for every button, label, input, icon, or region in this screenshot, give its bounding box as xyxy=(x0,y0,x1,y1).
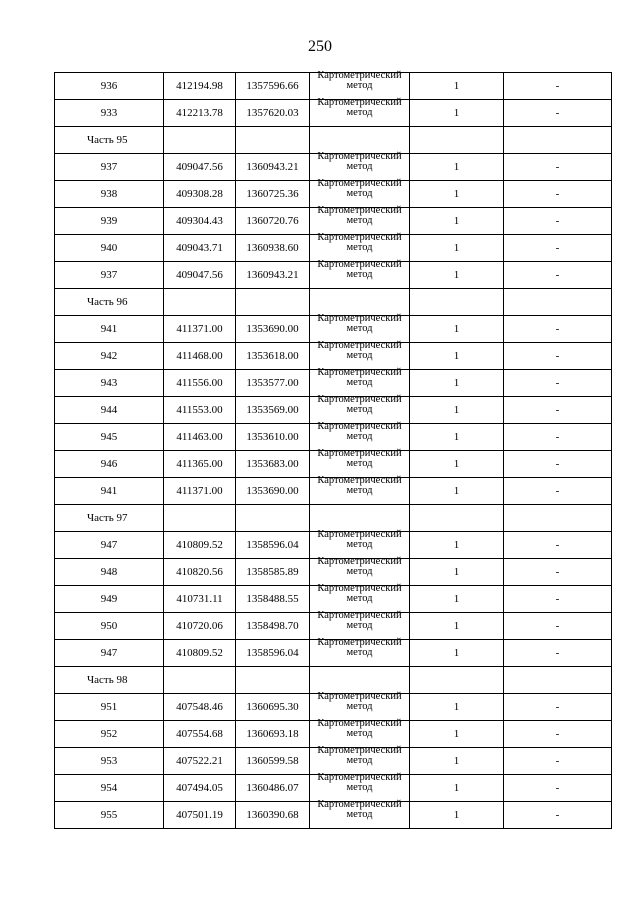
accuracy-cell: 1 xyxy=(410,613,504,640)
method-text xyxy=(310,314,409,335)
method-text xyxy=(310,341,409,362)
point-number-cell: 941 xyxy=(55,316,164,343)
table-row xyxy=(55,262,612,289)
empty-cell xyxy=(504,127,612,154)
note-cell: - xyxy=(504,316,612,343)
note-cell: - xyxy=(504,262,612,289)
accuracy-cell: 1 xyxy=(410,100,504,127)
note-cell: - xyxy=(504,802,612,829)
x-coordinate-cell: 409047.56 xyxy=(164,262,236,289)
point-number-cell: 950 xyxy=(55,613,164,640)
y-coordinate-cell: 1353569.00 xyxy=(236,397,310,424)
accuracy-cell: 1 xyxy=(410,802,504,829)
x-coordinate-cell: 407522.21 xyxy=(164,748,236,775)
coordinates-table xyxy=(54,69,612,829)
method-text xyxy=(310,449,409,470)
y-coordinate-cell: 1353577.00 xyxy=(236,370,310,397)
method-line-1: Картометрический xyxy=(317,528,402,540)
accuracy-cell: 1 xyxy=(410,343,504,370)
point-number-cell: 938 xyxy=(55,181,164,208)
x-coordinate-cell: 407554.68 xyxy=(164,721,236,748)
note-cell: - xyxy=(504,235,612,262)
method-line-2: метод xyxy=(346,593,373,604)
x-coordinate-cell: 410820.56 xyxy=(164,559,236,586)
table-row xyxy=(55,370,612,397)
x-coordinate-cell: 411463.00 xyxy=(164,424,236,451)
empty-cell xyxy=(164,289,236,316)
accuracy-cell: 1 xyxy=(410,208,504,235)
table-row xyxy=(55,775,612,802)
method-line-1: Картометрический xyxy=(317,474,402,486)
method-text xyxy=(310,206,409,227)
y-coordinate-cell: 1360943.21 xyxy=(236,154,310,181)
x-coordinate-cell: 412194.98 xyxy=(164,73,236,100)
page-number: 250 xyxy=(308,38,332,55)
method-text xyxy=(310,476,409,497)
note-cell: - xyxy=(504,694,612,721)
y-coordinate-cell: 1358596.04 xyxy=(236,532,310,559)
method-line-1: Картометрический xyxy=(317,690,402,702)
method-line-1: Картометрический xyxy=(317,420,402,432)
note-cell: - xyxy=(504,721,612,748)
point-number-cell: 943 xyxy=(55,370,164,397)
method-line-2: метод xyxy=(346,80,373,91)
method-text xyxy=(310,395,409,416)
y-coordinate-cell: 1360695.30 xyxy=(236,694,310,721)
method-cell xyxy=(310,177,410,208)
method-text xyxy=(310,746,409,767)
x-coordinate-cell: 409047.56 xyxy=(164,154,236,181)
accuracy-cell: 1 xyxy=(410,532,504,559)
table-row xyxy=(55,748,612,775)
method-line-1: Картометрический xyxy=(317,150,402,162)
method-line-1: Картометрический xyxy=(317,636,402,648)
point-number-cell: 954 xyxy=(55,775,164,802)
note-cell: - xyxy=(504,640,612,667)
note-cell: - xyxy=(504,775,612,802)
point-number-cell: 937 xyxy=(55,262,164,289)
accuracy-cell: 1 xyxy=(410,397,504,424)
empty-cell xyxy=(504,505,612,532)
part-label: Часть 98 xyxy=(55,667,164,694)
accuracy-cell: 1 xyxy=(410,73,504,100)
part-header-row xyxy=(55,505,612,532)
part-header-row xyxy=(55,289,612,316)
table-row xyxy=(55,316,612,343)
method-line-1: Картометрический xyxy=(317,771,402,783)
method-text xyxy=(310,233,409,254)
point-number-cell: 947 xyxy=(55,532,164,559)
empty-cell xyxy=(164,505,236,532)
point-number-cell: 949 xyxy=(55,586,164,613)
table-row xyxy=(55,424,612,451)
method-line-1: Картометрический xyxy=(317,366,402,378)
table-row xyxy=(55,100,612,127)
method-line-2: метод xyxy=(346,809,373,820)
note-cell: - xyxy=(504,451,612,478)
method-line-1: Картометрический xyxy=(317,258,402,270)
table-row xyxy=(55,451,612,478)
note-cell: - xyxy=(504,73,612,100)
x-coordinate-cell: 411468.00 xyxy=(164,343,236,370)
x-coordinate-cell: 407548.46 xyxy=(164,694,236,721)
note-cell: - xyxy=(504,343,612,370)
method-text xyxy=(310,98,409,119)
method-cell xyxy=(310,312,410,343)
y-coordinate-cell: 1360390.68 xyxy=(236,802,310,829)
method-line-1: Картометрический xyxy=(317,231,402,243)
method-line-2: метод xyxy=(346,431,373,442)
y-coordinate-cell: 1360599.58 xyxy=(236,748,310,775)
empty-cell xyxy=(504,667,612,694)
method-text xyxy=(310,260,409,281)
y-coordinate-cell: 1360486.07 xyxy=(236,775,310,802)
table-row xyxy=(55,640,612,667)
accuracy-cell: 1 xyxy=(410,154,504,181)
table-row xyxy=(55,532,612,559)
method-cell xyxy=(310,447,410,478)
method-text xyxy=(310,368,409,389)
method-cell xyxy=(310,528,410,559)
coordinates-table-body xyxy=(55,69,612,829)
x-coordinate-cell: 411371.00 xyxy=(164,478,236,505)
y-coordinate-cell: 1353618.00 xyxy=(236,343,310,370)
part-header-row xyxy=(55,667,612,694)
empty-cell xyxy=(164,667,236,694)
method-line-2: метод xyxy=(346,485,373,496)
method-line-1: Картометрический xyxy=(317,204,402,216)
method-line-2: метод xyxy=(346,782,373,793)
method-line-1: Картометрический xyxy=(317,744,402,756)
table-row xyxy=(55,181,612,208)
y-coordinate-cell: 1358585.89 xyxy=(236,559,310,586)
method-line-2: метод xyxy=(346,377,373,388)
x-coordinate-cell: 409304.43 xyxy=(164,208,236,235)
empty-cell xyxy=(164,127,236,154)
point-number-cell: 953 xyxy=(55,748,164,775)
part-label: Часть 95 xyxy=(55,127,164,154)
method-cell xyxy=(310,555,410,586)
point-number-cell: 944 xyxy=(55,397,164,424)
method-line-1: Картометрический xyxy=(317,717,402,729)
method-text xyxy=(310,71,409,92)
method-text xyxy=(310,692,409,713)
method-text xyxy=(310,530,409,551)
y-coordinate-cell: 1353690.00 xyxy=(236,316,310,343)
method-line-2: метод xyxy=(346,620,373,631)
accuracy-cell: 1 xyxy=(410,775,504,802)
accuracy-cell: 1 xyxy=(410,721,504,748)
part-label: Часть 96 xyxy=(55,289,164,316)
method-cell xyxy=(310,231,410,262)
note-cell: - xyxy=(504,370,612,397)
note-cell: - xyxy=(504,208,612,235)
method-line-1: Картометрический xyxy=(317,393,402,405)
method-line-2: метод xyxy=(346,242,373,253)
note-cell: - xyxy=(504,748,612,775)
method-cell xyxy=(310,609,410,640)
table-row xyxy=(55,721,612,748)
x-coordinate-cell: 411556.00 xyxy=(164,370,236,397)
method-text xyxy=(310,584,409,605)
y-coordinate-cell: 1360693.18 xyxy=(236,721,310,748)
accuracy-cell: 1 xyxy=(410,559,504,586)
method-cell xyxy=(310,771,410,802)
point-number-cell: 936 xyxy=(55,73,164,100)
method-line-1: Картометрический xyxy=(317,339,402,351)
y-coordinate-cell: 1358488.55 xyxy=(236,586,310,613)
point-number-cell: 951 xyxy=(55,694,164,721)
accuracy-cell: 1 xyxy=(410,451,504,478)
method-line-2: метод xyxy=(346,269,373,280)
empty-cell xyxy=(410,505,504,532)
method-cell xyxy=(310,717,410,748)
note-cell: - xyxy=(504,397,612,424)
method-cell xyxy=(310,150,410,181)
x-coordinate-cell: 410731.11 xyxy=(164,586,236,613)
method-line-2: метод xyxy=(346,647,373,658)
point-number-cell: 946 xyxy=(55,451,164,478)
method-line-2: метод xyxy=(346,539,373,550)
x-coordinate-cell: 411365.00 xyxy=(164,451,236,478)
empty-cell xyxy=(310,505,410,532)
empty-cell xyxy=(310,289,410,316)
y-coordinate-cell: 1353683.00 xyxy=(236,451,310,478)
point-number-cell: 947 xyxy=(55,640,164,667)
method-text xyxy=(310,638,409,659)
method-text xyxy=(310,611,409,632)
method-line-2: метод xyxy=(346,755,373,766)
x-coordinate-cell: 410720.06 xyxy=(164,613,236,640)
point-number-cell: 940 xyxy=(55,235,164,262)
method-line-1: Картометрический xyxy=(317,69,402,81)
accuracy-cell: 1 xyxy=(410,424,504,451)
table-row xyxy=(55,559,612,586)
table-row xyxy=(55,208,612,235)
method-line-2: метод xyxy=(346,323,373,334)
part-label: Часть 97 xyxy=(55,505,164,532)
method-line-1: Картометрический xyxy=(317,96,402,108)
y-coordinate-cell: 1353610.00 xyxy=(236,424,310,451)
accuracy-cell: 1 xyxy=(410,181,504,208)
table-row xyxy=(55,478,612,505)
x-coordinate-cell: 409308.28 xyxy=(164,181,236,208)
accuracy-cell: 1 xyxy=(410,370,504,397)
method-line-2: метод xyxy=(346,107,373,118)
part-header-row xyxy=(55,127,612,154)
method-cell xyxy=(310,204,410,235)
y-coordinate-cell: 1360720.76 xyxy=(236,208,310,235)
x-coordinate-cell: 407501.19 xyxy=(164,802,236,829)
method-cell xyxy=(310,744,410,775)
x-coordinate-cell: 411371.00 xyxy=(164,316,236,343)
x-coordinate-cell: 410809.52 xyxy=(164,640,236,667)
method-text xyxy=(310,773,409,794)
y-coordinate-cell: 1357620.03 xyxy=(236,100,310,127)
point-number-cell: 955 xyxy=(55,802,164,829)
table-row xyxy=(55,343,612,370)
table-row xyxy=(55,613,612,640)
method-text xyxy=(310,557,409,578)
accuracy-cell: 1 xyxy=(410,748,504,775)
table-row xyxy=(55,802,612,829)
empty-cell xyxy=(410,289,504,316)
empty-cell xyxy=(310,127,410,154)
method-cell xyxy=(310,366,410,397)
table-row xyxy=(55,694,612,721)
method-line-2: метод xyxy=(346,458,373,469)
method-cell xyxy=(310,582,410,613)
method-line-1: Картометрический xyxy=(317,798,402,810)
note-cell: - xyxy=(504,424,612,451)
method-cell xyxy=(310,96,410,127)
accuracy-cell: 1 xyxy=(410,478,504,505)
table-row xyxy=(55,73,612,100)
note-cell: - xyxy=(504,478,612,505)
table-row xyxy=(55,154,612,181)
empty-cell xyxy=(310,667,410,694)
accuracy-cell: 1 xyxy=(410,694,504,721)
method-cell xyxy=(310,636,410,667)
x-coordinate-cell: 410809.52 xyxy=(164,532,236,559)
y-coordinate-cell: 1360725.36 xyxy=(236,181,310,208)
x-coordinate-cell: 407494.05 xyxy=(164,775,236,802)
table-row xyxy=(55,397,612,424)
y-coordinate-cell: 1357596.66 xyxy=(236,73,310,100)
point-number-cell: 952 xyxy=(55,721,164,748)
empty-cell xyxy=(410,667,504,694)
method-cell xyxy=(310,474,410,505)
method-line-1: Картометрический xyxy=(317,312,402,324)
method-text xyxy=(310,179,409,200)
empty-cell xyxy=(236,289,310,316)
method-line-1: Картометрический xyxy=(317,555,402,567)
y-coordinate-cell: 1358498.70 xyxy=(236,613,310,640)
method-line-2: метод xyxy=(346,161,373,172)
y-coordinate-cell: 1360938.60 xyxy=(236,235,310,262)
method-cell xyxy=(310,420,410,451)
method-text xyxy=(310,800,409,821)
note-cell: - xyxy=(504,532,612,559)
point-number-cell: 945 xyxy=(55,424,164,451)
method-cell xyxy=(310,339,410,370)
method-line-1: Картометрический xyxy=(317,447,402,459)
x-coordinate-cell: 409043.71 xyxy=(164,235,236,262)
x-coordinate-cell: 412213.78 xyxy=(164,100,236,127)
empty-cell xyxy=(236,505,310,532)
note-cell: - xyxy=(504,154,612,181)
empty-cell xyxy=(236,127,310,154)
method-cell xyxy=(310,690,410,721)
method-line-2: метод xyxy=(346,215,373,226)
method-line-1: Картометрический xyxy=(317,582,402,594)
point-number-cell: 937 xyxy=(55,154,164,181)
table-row xyxy=(55,586,612,613)
x-coordinate-cell: 411553.00 xyxy=(164,397,236,424)
method-line-2: метод xyxy=(346,350,373,361)
point-number-cell: 948 xyxy=(55,559,164,586)
empty-cell xyxy=(504,289,612,316)
method-line-1: Картометрический xyxy=(317,177,402,189)
accuracy-cell: 1 xyxy=(410,262,504,289)
accuracy-cell: 1 xyxy=(410,586,504,613)
y-coordinate-cell: 1358596.04 xyxy=(236,640,310,667)
empty-cell xyxy=(410,127,504,154)
note-cell: - xyxy=(504,559,612,586)
method-cell xyxy=(310,258,410,289)
method-line-2: метод xyxy=(346,566,373,577)
point-number-cell: 939 xyxy=(55,208,164,235)
method-line-1: Картометрический xyxy=(317,609,402,621)
y-coordinate-cell: 1360943.21 xyxy=(236,262,310,289)
accuracy-cell: 1 xyxy=(410,640,504,667)
method-text xyxy=(310,152,409,173)
note-cell: - xyxy=(504,586,612,613)
point-number-cell: 933 xyxy=(55,100,164,127)
table-row xyxy=(55,235,612,262)
method-line-2: метод xyxy=(346,728,373,739)
accuracy-cell: 1 xyxy=(410,235,504,262)
method-cell xyxy=(310,393,410,424)
empty-cell xyxy=(236,667,310,694)
accuracy-cell: 1 xyxy=(410,316,504,343)
method-line-2: метод xyxy=(346,188,373,199)
method-cell xyxy=(310,69,410,100)
method-line-2: метод xyxy=(346,404,373,415)
method-text xyxy=(310,422,409,443)
point-number-cell: 942 xyxy=(55,343,164,370)
method-text xyxy=(310,719,409,740)
note-cell: - xyxy=(504,100,612,127)
point-number-cell: 941 xyxy=(55,478,164,505)
method-line-2: метод xyxy=(346,701,373,712)
note-cell: - xyxy=(504,181,612,208)
method-cell xyxy=(310,798,410,829)
note-cell: - xyxy=(504,613,612,640)
y-coordinate-cell: 1353690.00 xyxy=(236,478,310,505)
